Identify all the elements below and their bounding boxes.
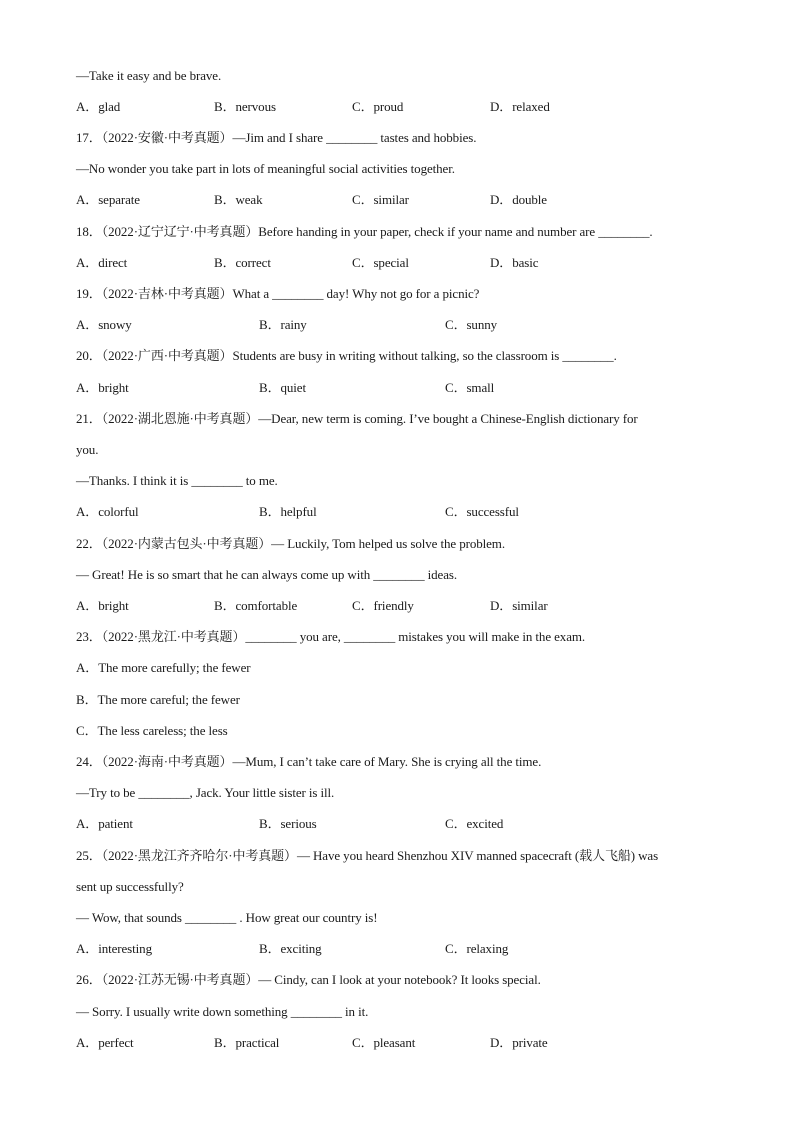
q20-option-b[interactable]: B．quiet (259, 380, 306, 395)
q21-option-c[interactable]: C．successful (445, 504, 519, 519)
q19-option-a[interactable]: A．snowy (76, 317, 132, 332)
q18-option-c[interactable]: C．special (352, 255, 409, 270)
q25-reply: — Wow, that sounds ________ . How great our country is! (76, 910, 378, 925)
q16-option-a[interactable]: A．glad (76, 99, 121, 114)
q25-option-b[interactable]: B．exciting (259, 941, 322, 956)
q18-option-b[interactable]: B．correct (214, 255, 271, 270)
q21-stem-continued: you. (76, 442, 99, 457)
q26-option-b[interactable]: B．practical (214, 1035, 280, 1050)
q25-stem-continued: sent up successfully? (76, 879, 184, 894)
q25-option-a[interactable]: A．interesting (76, 941, 152, 956)
q24-reply: —Try to be ________, Jack. Your little sister is ill. (76, 785, 335, 800)
q20-option-a[interactable]: A．bright (76, 380, 129, 395)
q26-option-d[interactable]: D．private (490, 1035, 548, 1050)
q23-option-b[interactable]: B．The more careful; the fewer (76, 692, 240, 707)
q16-option-c[interactable]: C．proud (352, 99, 404, 114)
q26-option-a[interactable]: A．perfect (76, 1035, 134, 1050)
q22-option-b[interactable]: B．comfortable (214, 598, 298, 613)
q19-stem: 19．（2022·吉林·中考真题）What a ________ day! Why not go for a picnic? (76, 286, 480, 301)
q18-stem: 18．（2022·辽宁辽宁·中考真题）Before handing in your paper, check if your name and number are ________. (76, 224, 653, 239)
q22-stem: 22．（2022·内蒙古包头·中考真题）— Luckily, Tom helped us solve the problem. (76, 536, 505, 551)
q21-option-b[interactable]: B．helpful (259, 504, 317, 519)
q17-option-a[interactable]: A．separate (76, 192, 140, 207)
q24-stem: 24．（2022·海南·中考真题）—Mum, I can’t take care of Mary. She is crying all the time. (76, 754, 542, 769)
q19-option-b[interactable]: B．rainy (259, 317, 307, 332)
q25-stem: 25．（2022·黑龙江齐齐哈尔·中考真题）— Have you heard Shenzhou XIV manned spacecraft (载人飞船) was (76, 848, 659, 863)
q16-option-d[interactable]: D．relaxed (490, 99, 550, 114)
q21-reply: —Thanks. I think it is ________ to me. (76, 473, 278, 488)
q23-stem: 23．（2022·黑龙江·中考真题）________ you are, ________ mistakes you will make in the exam. (76, 629, 586, 644)
q21-option-a[interactable]: A．colorful (76, 504, 139, 519)
q17-option-c[interactable]: C．similar (352, 192, 409, 207)
q17-reply: —No wonder you take part in lots of meaningful social activities together. (76, 161, 455, 176)
q21-stem: 21．（2022·湖北恩施·中考真题）—Dear, new term is coming. I’ve bought a Chinese-English dictionary for (76, 411, 638, 426)
q22-option-c[interactable]: C．friendly (352, 598, 414, 613)
q18-option-d[interactable]: D．basic (490, 255, 539, 270)
q25-option-c[interactable]: C．relaxing (445, 941, 509, 956)
q24-option-b[interactable]: B．serious (259, 816, 317, 831)
q23-option-c[interactable]: C．The less careless; the less (76, 723, 228, 738)
q17-option-b[interactable]: B．weak (214, 192, 263, 207)
q26-stem: 26．（2022·江苏无锡·中考真题）— Cindy, can I look at your notebook? It looks special. (76, 972, 541, 987)
q24-option-a[interactable]: A．patient (76, 816, 133, 831)
q26-reply: — Sorry. I usually write down something ________ in it. (76, 1004, 369, 1019)
q17-option-d[interactable]: D．double (490, 192, 547, 207)
q20-option-c[interactable]: C．small (445, 380, 495, 395)
q22-option-a[interactable]: A．bright (76, 598, 129, 613)
q20-stem: 20．（2022·广西·中考真题）Students are busy in writing without talking, so the classroom is ________. (76, 348, 617, 363)
q19-option-c[interactable]: C．sunny (445, 317, 498, 332)
q16-reply: —Take it easy and be brave. (76, 68, 222, 83)
q26-option-c[interactable]: C．pleasant (352, 1035, 416, 1050)
q22-option-d[interactable]: D．similar (490, 598, 548, 613)
q16-option-b[interactable]: B．nervous (214, 99, 276, 114)
q18-option-a[interactable]: A．direct (76, 255, 128, 270)
q22-reply: — Great! He is so smart that he can always come up with ________ ideas. (76, 567, 457, 582)
q24-option-c[interactable]: C．excited (445, 816, 504, 831)
q17-stem: 17．（2022·安徽·中考真题）—Jim and I share ________ tastes and hobbies. (76, 130, 477, 145)
q23-option-a[interactable]: A．The more carefully; the fewer (76, 660, 251, 675)
